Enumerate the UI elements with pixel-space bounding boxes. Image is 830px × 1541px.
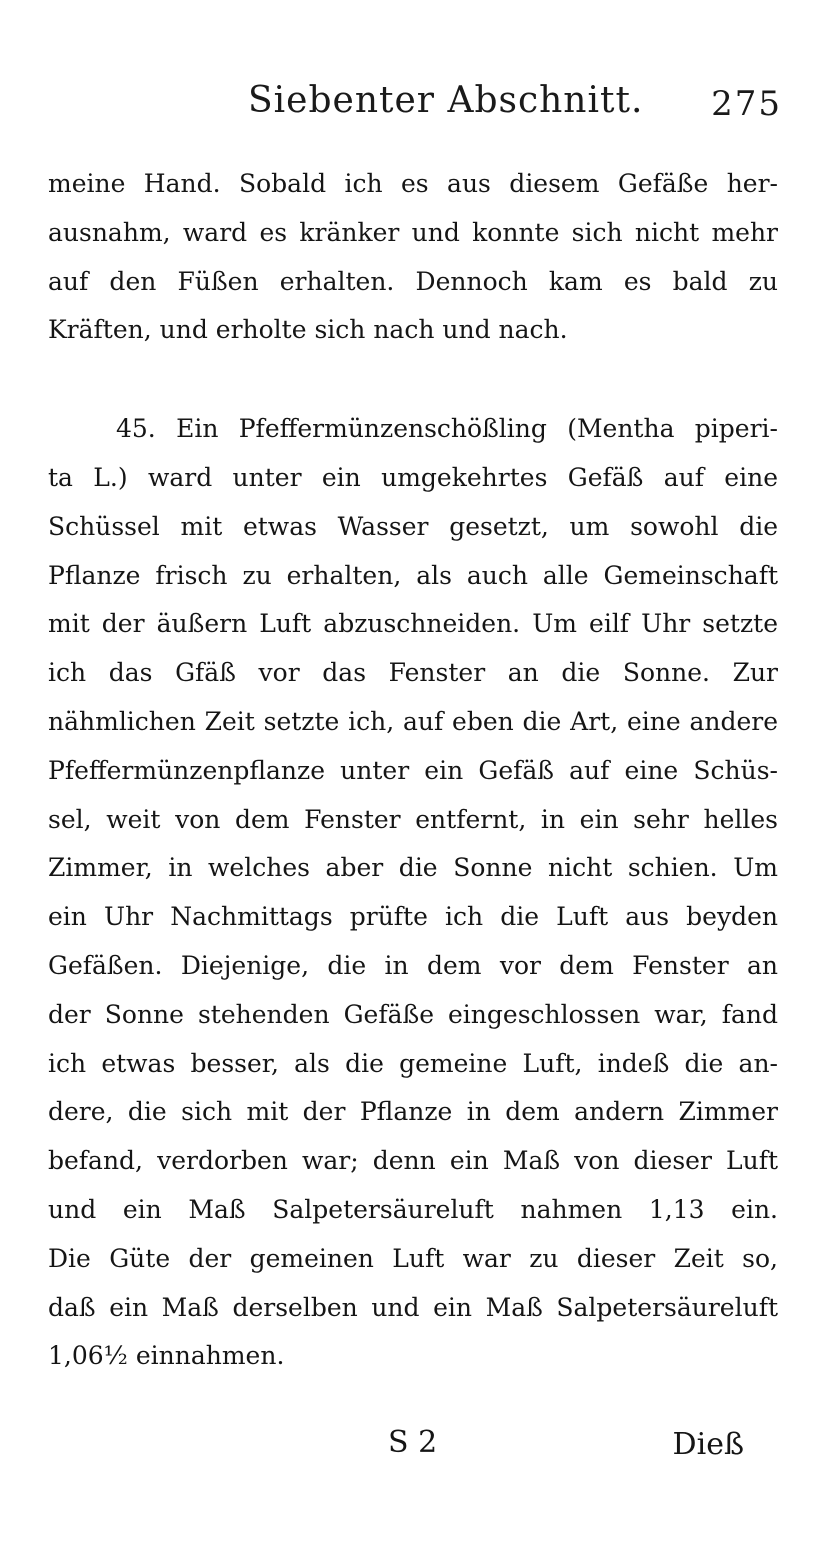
text-line: 45. Ein Pfeffermünzenschößling (Mentha piperi- — [116, 414, 778, 444]
text-line: 1,06½ einnahmen. — [48, 1341, 285, 1371]
text-line: Kräften, und erholte sich nach und nach. — [48, 315, 568, 345]
body-text — [48, 160, 778, 1381]
page-footer — [0, 1425, 830, 1485]
text-line: nähmlichen Zeit setzte ich, auf eben die Art, eine andere — [48, 706, 778, 736]
text-line: Schüssel mit etwas Wasser gesetzt, um sowohl die — [48, 511, 778, 541]
running-title: Siebenter Abschnitt. — [248, 80, 644, 121]
text-line: befand, verdorben war; denn ein Maß von dieser Luft — [48, 1146, 778, 1176]
text-line: ich etwas besser, als die gemeine Luft, indeß die an- — [48, 1048, 778, 1078]
text-line: Pfeffermünzenpflanze unter ein Gefäß auf eine Schüs- — [48, 755, 778, 785]
text-line: dere, die sich mit der Pflanze in dem andern Zimmer — [48, 1097, 778, 1127]
page-header — [0, 80, 830, 140]
text-line: ausnahm, ward es kränker und konnte sich nicht mehr — [48, 217, 778, 247]
paragraph-continuation — [48, 160, 778, 355]
paragraph-section-45 — [48, 405, 778, 1381]
text-line: Zimmer, in welches aber die Sonne nicht schien. Um — [48, 853, 778, 883]
page-number: 275 — [711, 84, 782, 124]
catchword: Dieß — [672, 1427, 744, 1462]
text-line: ta L.) ward unter ein umgekehrtes Gefäß auf eine — [48, 462, 778, 492]
signature-mark: S 2 — [388, 1425, 438, 1460]
text-line: mit der äußern Luft abzuschneiden. Um eilf Uhr setzte — [48, 609, 778, 639]
text-line: Die Güte der gemeinen Luft war zu dieser Zeit so, — [48, 1243, 778, 1273]
text-line: der Sonne stehenden Gefäße eingeschlossen war, fand — [48, 999, 778, 1029]
text-line: und ein Maß Salpetersäureluft nahmen 1,13 ein. — [48, 1194, 778, 1224]
text-line: Pflanze frisch zu erhalten, als auch alle Gemeinschaft — [48, 560, 778, 590]
text-line: auf den Füßen erhalten. Dennoch kam es bald zu — [48, 266, 778, 296]
text-line: Gefäßen. Diejenige, die in dem vor dem Fenster an — [48, 950, 778, 980]
text-line: meine Hand. Sobald ich es aus diesem Gefäße her- — [48, 169, 778, 198]
text-line: sel, weit von dem Fenster entfernt, in ein sehr helles — [48, 804, 778, 834]
text-line: ein Uhr Nachmittags prüfte ich die Luft aus beyden — [48, 902, 778, 932]
text-line: daß ein Maß derselben und ein Maß Salpetersäureluft — [48, 1292, 778, 1322]
text-line: ich das Gfäß vor das Fenster an die Sonne. Zur — [48, 658, 778, 688]
